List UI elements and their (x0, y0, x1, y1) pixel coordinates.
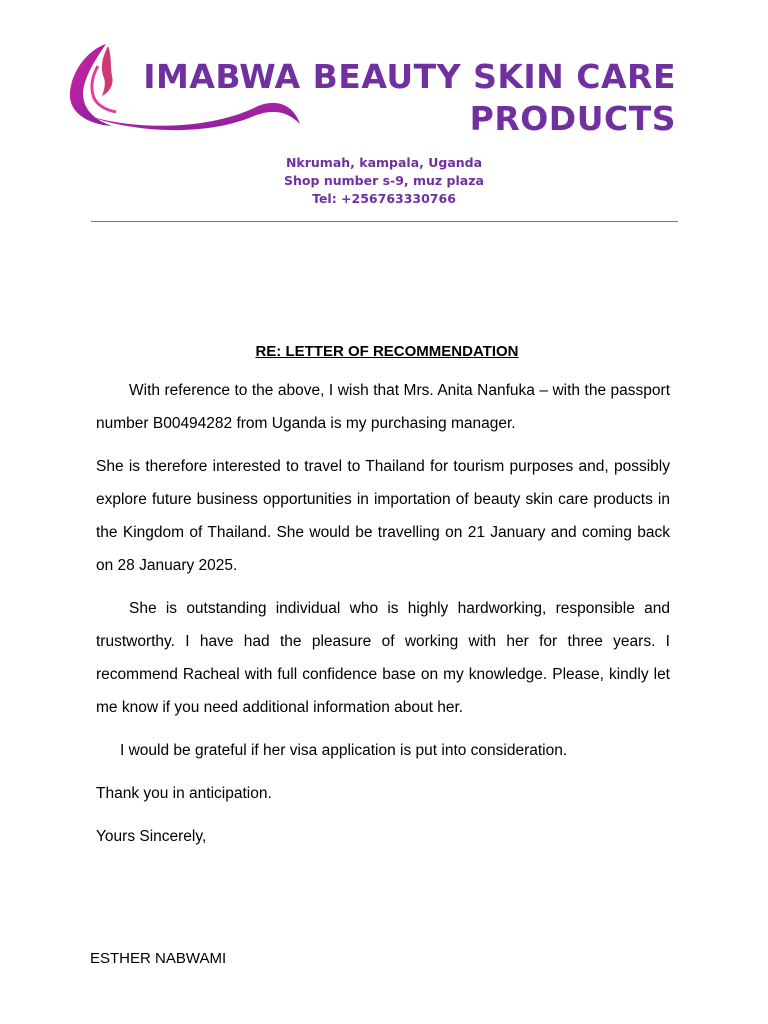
address-line-2: Shop number s-9, muz plaza (284, 173, 484, 188)
letter-subject: RE: LETTER OF RECOMMENDATION (255, 343, 519, 360)
paragraph-character: She is outstanding individual who is highly hardworking, responsible and trustworthy. I have had the pleasure of working with her for three years. I recommend Racheal with full confidence base on my knowledge. Please, kindly let me know if you need additional information about her. (96, 600, 670, 716)
address-line-1: Nkrumah, kampala, Uganda (285, 155, 483, 170)
company-name: IMABWA BEAUTY SKIN CARE PRODUCTS (143, 57, 676, 138)
paragraph-travel: She is therefore interested to travel to Thailand for tourism purposes and, possibly explore future business opportunities in importation of beauty skin care products in the Kingdom of Thailand. She would be travelling on 21 January and coming back on 28 January 2025. (96, 458, 670, 574)
contact-block (184, 154, 584, 208)
signatory-name: ESTHER NABWAMI (90, 950, 227, 967)
phone-number: Tel: +256763330766 (312, 191, 456, 206)
letter-body (96, 374, 670, 863)
closing-thanks: Thank you in anticipation. (96, 785, 272, 802)
paragraph-reference: With reference to the above, I wish that Mrs. Anita Nanfuka – with the passport number B00494282 from Uganda is my purchasing manager. (96, 382, 670, 432)
header-divider (91, 221, 678, 222)
paragraph-request: I would be grateful if her visa application is put into consideration. (120, 742, 568, 759)
closing-salutation: Yours Sincerely, (96, 828, 207, 845)
